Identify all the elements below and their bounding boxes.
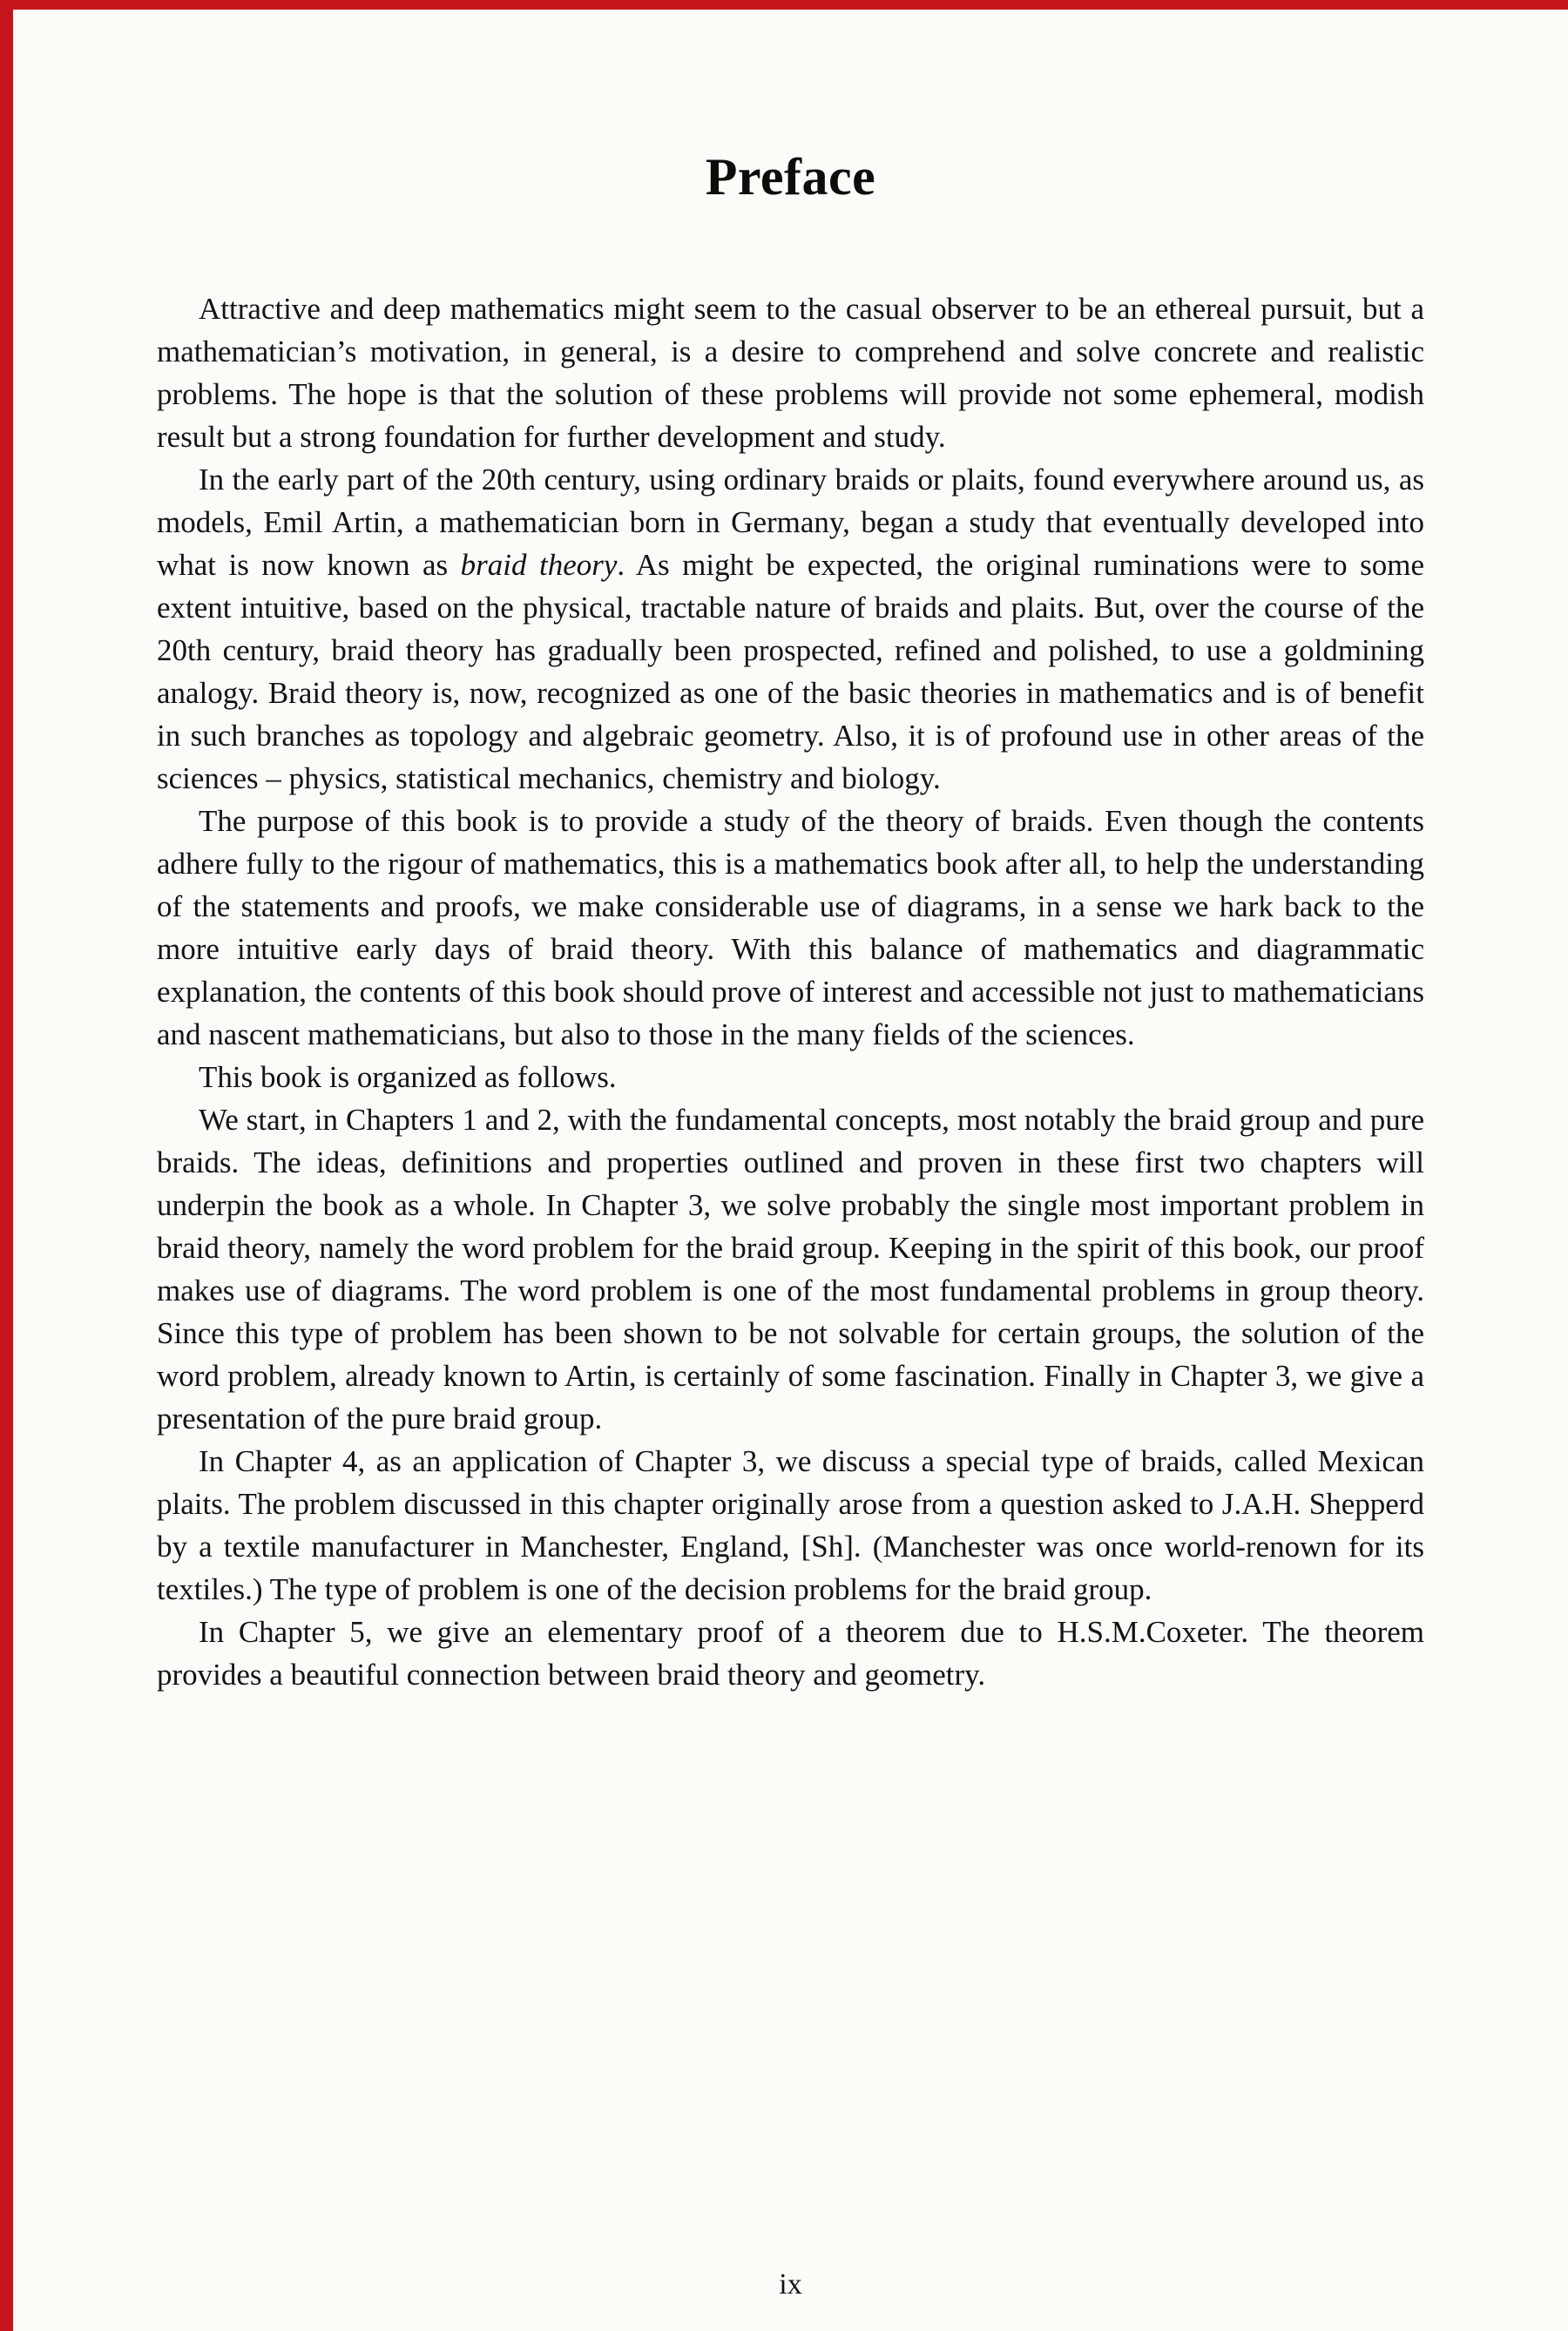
- text-segment: In Chapter 4, as an application of Chapter 3, we discuss a special type of braids, called Mexican plaits. The problem discussed in this chapter originally arose from a question asked to J.A.H. Shepperd by a textile manufacturer in Manchester, England, [Sh]. (Manchester was once world-renown for its textiles.) The type of problem is one of the decision problems for the braid group.: [157, 1444, 1424, 1606]
- text-segment: We start, in Chapters 1 and 2, with the fundamental concepts, most notably the braid group and pure braids. The ideas, definitions and properties outlined and proven in these first two chapters will underpin the book as a whole. In Chapter 3, we solve probably the single most important problem in braid theory, namely the word problem for the braid group. Keeping in the spirit of this book, our proof makes use of diagrams. The word problem is one of the most fundamental problems in group theory. Since this type of problem has been shown to be not solvable for certain groups, the solution of the word problem, already known to Artin, is certainly of some fascination. Finally in Chapter 3, we give a presentation of the pure braid group.: [157, 1103, 1424, 1436]
- body-paragraph: [157, 287, 1424, 458]
- text-segment: The purpose of this book is to provide a study of the theory of braids. Even though the contents adhere fully to the rigour of mathematics, this is a mathematics book after all, to help the understanding of the statements and proofs, we make considerable use of diagrams, in a sense we hark back to the more intuitive early days of braid theory. With this balance of mathematics and diagrammatic explanation, the contents of this book should prove of interest and accessible not just to mathematicians and nascent mathematicians, but also to those in the many fields of the sciences.: [157, 804, 1424, 1051]
- body-paragraph: [157, 1611, 1424, 1696]
- page-edge-top: [0, 0, 1568, 10]
- body-paragraph: [157, 1440, 1424, 1611]
- page-content: [13, 10, 1568, 2331]
- text-segment: In the early part of the 20th century, using ordinary braids or plaits, found everywhere around us, as models, Emil Artin, a mathematician born in Germany, began a study that eventually developed into what is now known as: [157, 463, 1424, 582]
- text-segment: . As might be expected, the original ruminations were to some extent intuitive, based on the physical, tractable nature of braids and plaits. But, over the course of the 20th century, braid theory has gradually been prospected, refined and polished, to use a goldmining analogy. Braid theory is, now, recognized as one of the basic theories in mathematics and is of benefit in such branches as topology and algebraic geometry. Also, it is of profound use in other areas of the sciences – physics, statistical mechanics, chemistry and biology.: [157, 548, 1424, 795]
- page-number: ix: [779, 2268, 802, 2301]
- text-segment: This book is organized as follows.: [199, 1060, 617, 1094]
- page-title: Preface: [705, 148, 876, 206]
- body-paragraph: [157, 800, 1424, 1056]
- text-segment: Attractive and deep mathematics might seem to the casual observer to be an ethereal pursuit, but a mathematician’s motivation, in general, is a desire to comprehend and solve concrete and realistic problems. The hope is that the solution of these problems will provide not some ephemeral, modish result but a strong foundation for further development and study.: [157, 292, 1424, 454]
- paragraph-list: [157, 287, 1424, 1696]
- page-edge-left: [0, 0, 13, 2331]
- body-paragraph: [157, 1098, 1424, 1440]
- italic-text-segment: braid theory: [460, 548, 618, 582]
- body-paragraph: [157, 1056, 1424, 1098]
- text-segment: In Chapter 5, we give an elementary proof of a theorem due to H.S.M.Coxeter. The theorem provides a beautiful connection between braid theory and geometry.: [157, 1615, 1424, 1692]
- body-paragraph: [157, 458, 1424, 800]
